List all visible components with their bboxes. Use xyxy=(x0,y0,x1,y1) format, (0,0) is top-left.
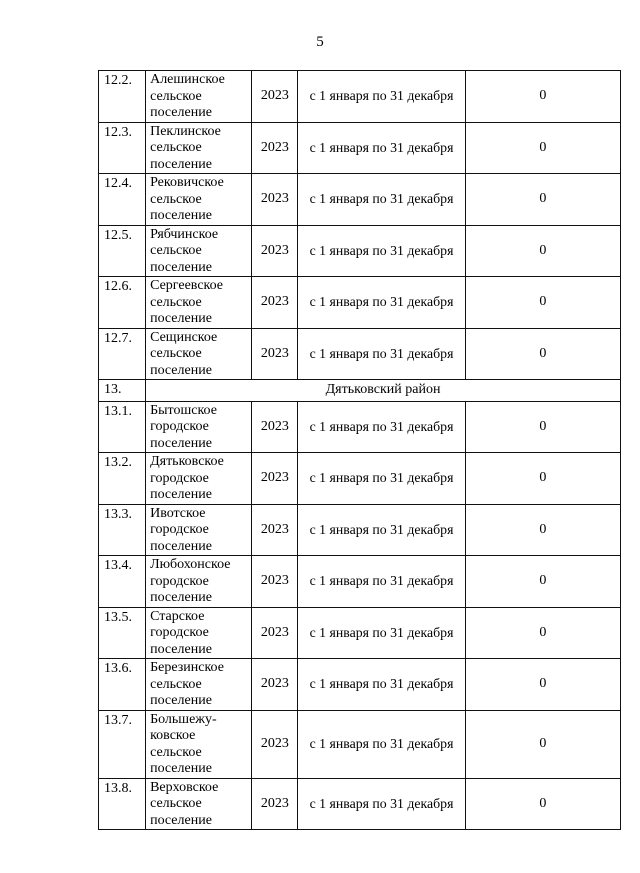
period-cell: с 1 января по 31 декабря xyxy=(298,659,465,711)
period-cell: с 1 января по 31 декабря xyxy=(298,453,465,505)
settlement-name xyxy=(146,225,252,277)
settlement-name-line: Пеклинское xyxy=(150,123,221,139)
year-cell: 2023 xyxy=(252,504,298,556)
value-cell: 0 xyxy=(465,401,620,453)
settlement-name-line: сельское xyxy=(150,294,202,310)
value-cell: 0 xyxy=(465,659,620,711)
row-number: 13.4. xyxy=(99,556,146,608)
settlement-name-line: сельское xyxy=(150,88,202,104)
settlement-name xyxy=(146,401,252,453)
settlement-name-line: поселение xyxy=(150,156,212,172)
settlement-name-line: Любохонское xyxy=(150,557,231,572)
period-cell: с 1 января по 31 декабря xyxy=(298,556,465,608)
settlement-name-line: поселение xyxy=(150,259,212,275)
value-cell: 0 xyxy=(465,556,620,608)
table-row xyxy=(99,778,621,830)
settlement-name xyxy=(146,710,252,778)
settlement-name xyxy=(146,607,252,659)
settlement-name-line: Верховское xyxy=(150,779,219,795)
value-cell: 0 xyxy=(465,328,620,380)
settlement-name-line: городское xyxy=(150,573,209,589)
settlement-name-line: Березинское xyxy=(150,660,224,675)
settlement-name xyxy=(146,328,252,380)
settlement-name-line: Рябчинское xyxy=(150,226,219,242)
settlement-name-line: поселение xyxy=(150,105,212,120)
settlement-name xyxy=(146,659,252,711)
district-row xyxy=(99,380,621,402)
year-cell: 2023 xyxy=(252,71,298,123)
period-cell: с 1 января по 31 декабря xyxy=(298,122,465,174)
year-cell: 2023 xyxy=(252,710,298,778)
settlement-name-line: сельское xyxy=(150,243,202,258)
table-body xyxy=(99,71,621,830)
value-cell: 0 xyxy=(465,225,620,277)
settlement-name-line: Сещинское xyxy=(150,329,218,345)
row-number: 12.5. xyxy=(99,225,146,277)
settlement-name-line: Бытошское xyxy=(150,402,217,418)
table-row xyxy=(99,71,621,123)
table-row xyxy=(99,710,621,778)
settlement-name-line: Старское xyxy=(150,608,205,624)
period-cell: с 1 января по 31 декабря xyxy=(298,401,465,453)
settlement-name-line: поселение xyxy=(150,311,212,326)
settlement-name-line: сельское xyxy=(150,676,202,692)
row-number: 12.3. xyxy=(99,122,146,174)
value-cell: 0 xyxy=(465,607,620,659)
year-cell: 2023 xyxy=(252,122,298,174)
period-cell: с 1 января по 31 декабря xyxy=(298,504,465,556)
row-number: 13.6. xyxy=(99,659,146,711)
year-cell: 2023 xyxy=(252,556,298,608)
settlement-name xyxy=(146,277,252,329)
row-number: 13.2. xyxy=(99,453,146,505)
settlement-name-line: поселение xyxy=(150,435,212,451)
period-cell: с 1 января по 31 декабря xyxy=(298,328,465,380)
year-cell: 2023 xyxy=(252,778,298,830)
row-number: 13.5. xyxy=(99,607,146,659)
settlement-name-line: Ивотское xyxy=(150,505,206,521)
period-cell: с 1 января по 31 декабря xyxy=(298,277,465,329)
row-number: 13.1. xyxy=(99,401,146,453)
table-row xyxy=(99,174,621,226)
settlement-name-line: Дятьковское xyxy=(150,454,224,469)
value-cell: 0 xyxy=(465,453,620,505)
table-row xyxy=(99,607,621,659)
period-cell: с 1 января по 31 декабря xyxy=(298,71,465,123)
settlements-table xyxy=(98,70,621,830)
settlement-name-line: поселение xyxy=(150,693,212,708)
value-cell: 0 xyxy=(465,277,620,329)
table-row xyxy=(99,277,621,329)
table-row xyxy=(99,453,621,505)
value-cell: 0 xyxy=(465,778,620,830)
row-number: 12.4. xyxy=(99,174,146,226)
row-number: 12.6. xyxy=(99,277,146,329)
table-row xyxy=(99,504,621,556)
period-cell: с 1 января по 31 декабря xyxy=(298,778,465,830)
period-cell: с 1 января по 31 декабря xyxy=(298,225,465,277)
period-cell: с 1 января по 31 декабря xyxy=(298,174,465,226)
settlement-name-line: сельское xyxy=(150,140,202,155)
year-cell: 2023 xyxy=(252,453,298,505)
settlement-name xyxy=(146,174,252,226)
table-row xyxy=(99,401,621,453)
settlement-name xyxy=(146,71,252,123)
year-cell: 2023 xyxy=(252,174,298,226)
table-row xyxy=(99,556,621,608)
settlement-name-line: ковское xyxy=(150,728,196,743)
value-cell: 0 xyxy=(465,174,620,226)
settlement-name-line: сельское xyxy=(150,346,202,361)
row-number: 13.8. xyxy=(99,778,146,830)
settlement-name-line: сельское xyxy=(150,191,202,207)
settlement-name-line: сельское xyxy=(150,796,202,811)
row-number: 13. xyxy=(99,380,146,402)
settlement-name-line: Алешинское xyxy=(150,72,225,87)
table-row xyxy=(99,659,621,711)
settlement-name-line: поселение xyxy=(150,362,212,378)
settlement-name-line: поселение xyxy=(150,487,212,502)
district-title: Дятьковский район xyxy=(146,380,621,402)
year-cell: 2023 xyxy=(252,225,298,277)
settlement-name-line: Сергеевское xyxy=(150,278,224,293)
settlement-name-line: поселение xyxy=(150,812,212,828)
year-cell: 2023 xyxy=(252,277,298,329)
settlement-name-line: поселение xyxy=(150,590,212,605)
settlement-name-line: Большежу- xyxy=(150,711,217,727)
settlement-name xyxy=(146,453,252,505)
table-row xyxy=(99,225,621,277)
settlement-name xyxy=(146,122,252,174)
value-cell: 0 xyxy=(465,504,620,556)
table-row xyxy=(99,328,621,380)
period-cell: с 1 января по 31 декабря xyxy=(298,710,465,778)
settlement-name xyxy=(146,778,252,830)
year-cell: 2023 xyxy=(252,328,298,380)
period-cell: с 1 января по 31 декабря xyxy=(298,607,465,659)
year-cell: 2023 xyxy=(252,659,298,711)
settlement-name xyxy=(146,504,252,556)
settlement-name-line: поселение xyxy=(150,761,212,776)
year-cell: 2023 xyxy=(252,607,298,659)
year-cell: 2023 xyxy=(252,401,298,453)
value-cell: 0 xyxy=(465,122,620,174)
settlement-name-line: поселение xyxy=(150,208,212,223)
page-number: 5 xyxy=(316,34,324,50)
row-number: 12.7. xyxy=(99,328,146,380)
settlement-name-line: городское xyxy=(150,470,209,486)
settlement-name-line: городское xyxy=(150,419,209,434)
settlement-name-line: поселение xyxy=(150,538,212,554)
settlement-name-line: Рековичское xyxy=(150,175,224,190)
settlement-name-line: городское xyxy=(150,625,209,640)
table-row xyxy=(99,122,621,174)
row-number: 12.2. xyxy=(99,71,146,123)
settlement-name-line: сельское xyxy=(150,744,202,760)
value-cell: 0 xyxy=(465,710,620,778)
settlement-name-line: городское xyxy=(150,522,209,537)
row-number: 13.3. xyxy=(99,504,146,556)
row-number: 13.7. xyxy=(99,710,146,778)
settlement-name-line: поселение xyxy=(150,641,212,657)
value-cell: 0 xyxy=(465,71,620,123)
settlement-name xyxy=(146,556,252,608)
